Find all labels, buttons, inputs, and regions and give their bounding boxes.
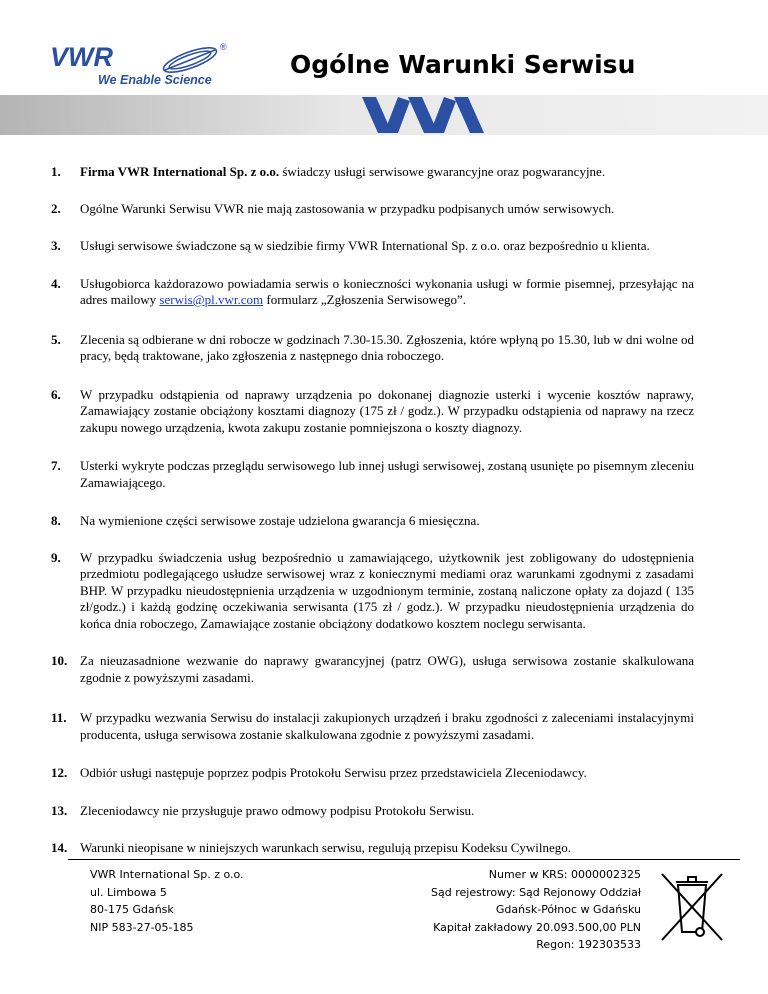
- term-item: [51, 840, 694, 857]
- term-item: [51, 238, 694, 255]
- term-number: 9.: [51, 549, 61, 565]
- term-item: [51, 550, 694, 633]
- term-text: Zleceniodawcy nie przysługuje prawo odmowy podpisu Protokołu Serwisu.: [80, 802, 475, 818]
- footer-line: NIP 583-27-05-185: [90, 920, 194, 934]
- term-text: [80, 164, 694, 181]
- term-text: Warunki nieopisane w niniejszych warunkach serwisu, regulują przepisu Kodeksu Cywilnego.: [80, 840, 572, 855]
- footer-line: Regon: 192303533: [536, 938, 641, 951]
- vwr-logo-tagline: We Enable Science: [98, 73, 212, 87]
- term-item: [51, 653, 694, 686]
- term-item: [51, 710, 694, 743]
- footer-line: Numer w KRS: 0000002325: [488, 868, 641, 881]
- term-number: 4.: [51, 275, 61, 291]
- term-number: 1.: [51, 164, 61, 179]
- term-number: 7.: [51, 458, 61, 473]
- term-text-before: Usługobiorca każdorazowo powiadamia serwis o konieczności wykonania usługi w formie pisemnej, przesyłając na adres mailowy: [80, 275, 694, 307]
- footer-line: ul. Limbowa 5: [90, 885, 167, 899]
- term-text: Usługi serwisowe świadczone są w siedzibie firmy VWR International Sp. z o.o. oraz bezpośrednio u klienta.: [80, 238, 650, 253]
- term-item: [51, 803, 694, 820]
- term-text: Ogólne Warunki Serwisu VWR nie mają zastosowania w przypadku podpisanych umów serwisowych.: [80, 200, 615, 216]
- term-number: 8.: [51, 513, 61, 528]
- footer-line: VWR International Sp. z o.o.: [90, 868, 244, 881]
- header-band: [0, 95, 768, 135]
- term-text: W przypadku wezwania Serwisu do instalacji zakupionych urządzeń i braku zgodności z zaleceniami instalacyjnymi producenta, usługa serwisowa zostanie skalkulowana zgodnie z powyższymi zasadami.: [80, 710, 694, 742]
- term-number: 11.: [51, 710, 67, 725]
- term-number: 13.: [51, 802, 68, 818]
- footer-registration-info: [431, 866, 641, 954]
- vwr-logo: [50, 40, 230, 90]
- term-item: [51, 276, 694, 309]
- term-text: Zlecenia są odbierane w dni robocze w godzinach 7.30-15.30. Zgłoszenia, które wpłyną po 15.30, lub w dni wolne od pracy, będą traktowane, jako zgłoszenia z następnego dnia roboczego.: [80, 331, 694, 363]
- page-title: Ogólne Warunki Serwisu: [290, 50, 636, 79]
- term-item: [51, 458, 694, 491]
- term-item: [51, 201, 694, 218]
- term-number: 14.: [51, 840, 68, 855]
- term-item: [51, 332, 694, 365]
- term-item: [51, 387, 694, 437]
- footer-line: 80-175 Gdańsk: [90, 903, 174, 916]
- terms-list: [51, 164, 694, 857]
- term-item: [51, 513, 694, 530]
- footer-line: Sąd rejestrowy: Sąd Rejonowy Oddział: [431, 885, 641, 899]
- crossed-bin-icon: [660, 870, 724, 944]
- vwr-logo-text: VWR: [50, 42, 113, 72]
- term-number: 10.: [51, 653, 68, 668]
- term-item: [51, 765, 694, 782]
- term-item: [51, 164, 694, 181]
- term-text-after: formularz „Zgłoszenia Serwisowego”.: [263, 292, 466, 307]
- footer-divider: [68, 859, 740, 860]
- term-text: W przypadku odstąpienia od naprawy urządzenia po dokonanej diagnozie usterki i wycenie kosztów naprawy, Zamawiający zostanie obciążony kosztami diagnozy (175 zł / godz.). W przypadku odstąpienia od naprawy na rzecz zakupu nowego urządzenia, kwota zakupu zostanie pomniejszona o koszty diagnozy.: [80, 386, 694, 435]
- term-number: 2.: [51, 200, 61, 216]
- footer-line: Kapitał zakładowy 20.093.500,00 PLN: [433, 920, 641, 934]
- term-number: 3.: [51, 238, 61, 253]
- term-text: W przypadku świadczenia usług bezpośrednio u zamawiającego, użytkownik jest zobligowany do udostępnienia przedmiotu podlegającego usłudze serwisowej wraz z koniecznymi mediami oraz warunkami zgodnymi z zasadami BHP. W przypadku nieudostępnienia urządzenia w uzgodnionym terminie, zostaną naliczone opłaty za dojazd ( 135 zł/godz.) i każdą godzinę oczekiwania serwisanta (175 zł / godz.). W przypadku nieudostępnienia urządzenia do końca dnia roboczego, Zamawiające zostanie obciążony dodatkowo kosztem noclegu serwisanta.: [80, 549, 694, 631]
- footer-line: Gdańsk-Północ w Gdańsku: [495, 903, 641, 916]
- company-name: Firma VWR International Sp. z o.o.: [80, 164, 280, 179]
- footer-company-address: [90, 866, 244, 936]
- term-text: Na wymienione części serwisowe zostaje udzielona gwarancja 6 miesięczna.: [80, 513, 480, 528]
- term-number: 12.: [51, 765, 68, 780]
- term-text: [80, 276, 694, 309]
- registered-mark: ®: [220, 42, 227, 52]
- helix-icon: [161, 43, 219, 77]
- term-text: Za nieuzasadnione wezwanie do naprawy gwarancyjnej (patrz OWG), usługa serwisowa zostanie skalkulowana zgodnie z powyższymi zasadami.: [80, 653, 694, 685]
- term-number: 5.: [51, 331, 61, 347]
- service-email-link[interactable]: serwis@pl.vwr.com: [159, 292, 264, 307]
- term-text: Odbiór usługi następuje poprzez podpis Protokołu Serwisu przez przedstawiciela Zleceniodawcy.: [80, 765, 587, 780]
- term-number: 6.: [51, 386, 61, 402]
- term-text: Usterki wykryte podczas przeglądu serwisowego lub innej usługi serwisowej, zostaną usunięte po pisemnym zleceniu Zamawiającego.: [80, 458, 694, 490]
- term-text-rest: świadczy usługi serwisowe gwarancyjne oraz pogwarancyjne.: [279, 164, 606, 179]
